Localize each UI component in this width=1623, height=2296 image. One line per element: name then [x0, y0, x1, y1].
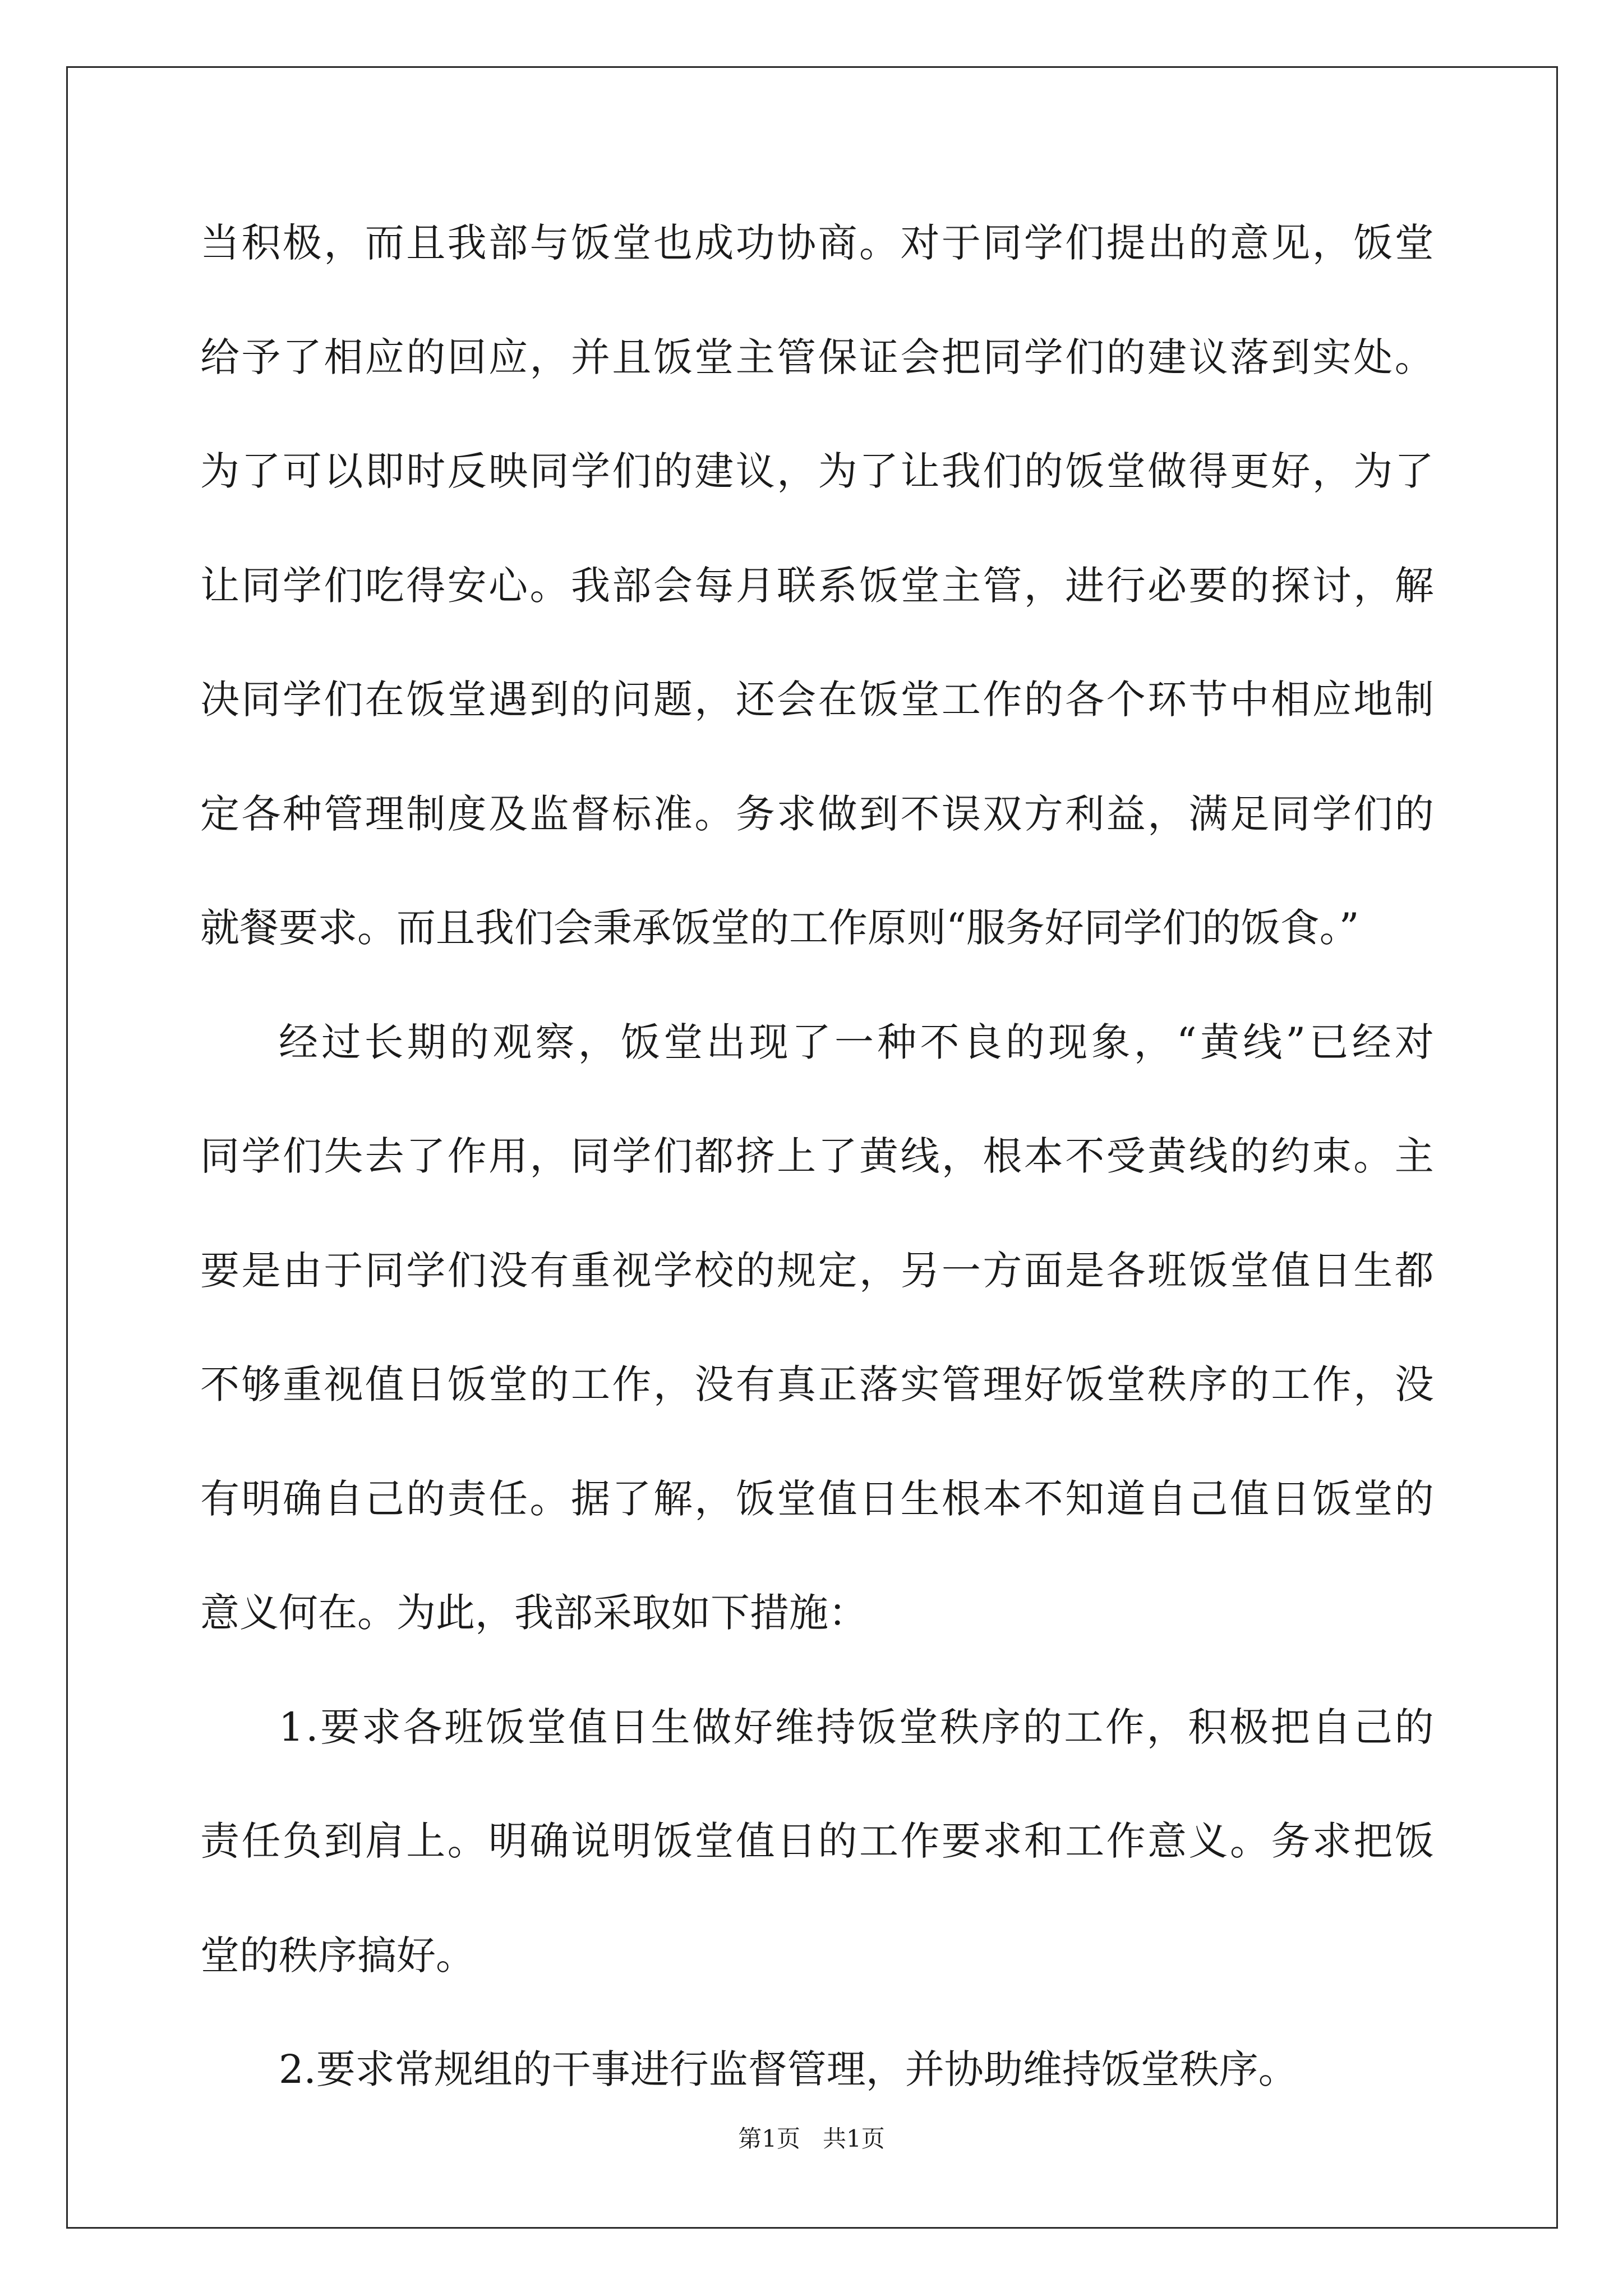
paragraph-3-line: 责 任 负 到 肩 上 。 明 确 说 明 饭 堂 值 日 的 工 作 要 求 和 工 作 意 义 。 务 求 把 饭 — [200, 1818, 1434, 1864]
paragraph-1-line: 当 积 极 ， 而 且 我 部 与 饭 堂 也 成 功 协 商 。 对 于 同 学 们 提 出 的 意 见 ， 饭 堂 — [200, 220, 1434, 266]
paragraph-2-line: 有 明 确 自 己 的 责 任 。 据 了 解 ， 饭 堂 值 日 生 根 本 不 知 道 自 己 值 日 饭 堂 的 — [200, 1475, 1434, 1522]
paragraph-1-line: 为 了 可 以 即 时 反 映 同 学 们 的 建 议 ， 为 了 让 我 们 的 饭 堂 做 得 更 好 ， 为 了 — [200, 448, 1434, 494]
paragraph-1-line: 定 各 种 管 理 制 度 及 监 督 标 准 。 务 求 做 到 不 误 双 方 利 益 ， 满 足 同 学 们 的 — [200, 790, 1434, 837]
paragraph-4-line: 2.要求常规组的干事进行监督管理，并协助维持饭堂秩序。 — [279, 2046, 1298, 2092]
paragraph-3-line: 1 . 要 求 各 班 饭 堂 值 日 生 做 好 维 持 饭 堂 秩 序 的 工 作 ， 积 极 把 自 己 的 — [279, 1704, 1434, 1750]
paragraph-3-line: 堂的秩序搞好。 — [200, 1932, 475, 1978]
paragraph-1-line: 就餐要求。而且我们会秉承饭堂的工作原则“服务好同学们的饭食。” — [200, 905, 1359, 951]
paragraph-2-line: 要 是 由 于 同 学 们 没 有 重 视 学 校 的 规 定 ， 另 一 方 面 是 各 班 饭 堂 值 日 生 都 — [200, 1247, 1434, 1294]
document-body — [200, 220, 1434, 2164]
paragraph-2-line: 经 过 长 期 的 观 察 ， 饭 堂 出 现 了 一 种 不 良 的 现 象 ， “ 黄 线 ” 已 经 对 — [279, 1019, 1434, 1065]
paragraph-2-line: 不 够 重 视 值 日 饭 堂 的 工 作 ， 没 有 真 正 落 实 管 理 好 饭 堂 秩 序 的 工 作 ， 没 — [200, 1361, 1434, 1407]
paragraph-1-line: 给 予 了 相 应 的 回 应 ， 并 且 饭 堂 主 管 保 证 会 把 同 学 们 的 建 议 落 到 实 处 。 — [200, 334, 1434, 380]
paragraph-1-line: 让 同 学 们 吃 得 安 心 。 我 部 会 每 月 联 系 饭 堂 主 管 ， 进 行 必 要 的 探 讨 ， 解 — [200, 562, 1434, 609]
paragraph-2-line: 意义何在。为此，我部采取如下措施： — [200, 1590, 868, 1636]
paragraph-1-line: 决 同 学 们 在 饭 堂 遇 到 的 问 题 ， 还 会 在 饭 堂 工 作 的 各 个 环 节 中 相 应 地 制 — [200, 677, 1434, 723]
page-footer: 第1页 共1页 — [738, 2125, 885, 2152]
paragraph-2-line: 同 学 们 失 去 了 作 用 ， 同 学 们 都 挤 上 了 黄 线 ， 根 本 不 受 黄 线 的 约 束 。 主 — [200, 1133, 1434, 1179]
